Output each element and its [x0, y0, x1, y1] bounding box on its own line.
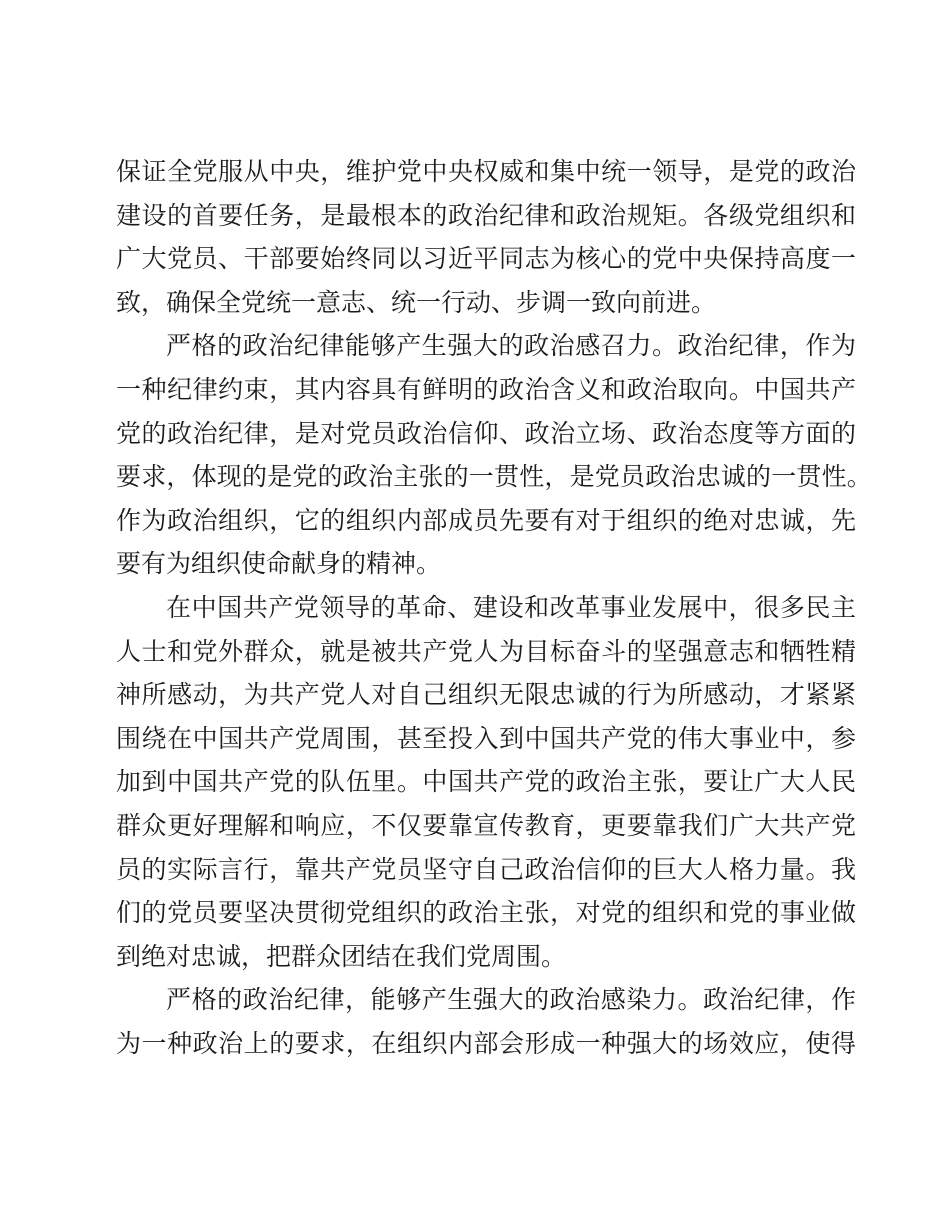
text-line: 一种纪律约束，其内容具有鲜明的政治含义和政治取向。中国共产: [116, 374, 856, 404]
text-line: 致，确保全党统一意志、统一行动、步调一致向前进。: [116, 287, 717, 317]
text-line: 员的实际言行，靠共产党员坚守自己政治信仰的巨大人格力量。我: [116, 854, 856, 884]
document-body: [116, 150, 873, 1065]
text-line: 严格的政治纪律，能够产生强大的政治感染力。政治纪律，作: [166, 985, 856, 1015]
paragraph-1: [116, 150, 856, 324]
paragraph-2: [116, 324, 873, 586]
text-line: 广大党员、干部要始终同以习近平同志为核心的党中央保持高度一: [116, 244, 856, 274]
text-line: 神所感动，为共产党人对自己组织无限忠诚的行为所感动，才紧紧: [116, 680, 856, 710]
text-line: 要求，体现的是党的政治主张的一贯性，是党员政治忠诚的一贯性。: [116, 462, 873, 492]
paragraph-4: [116, 978, 856, 1065]
text-line: 在中国共产党领导的革命、建设和改革事业发展中，很多民主: [166, 592, 856, 622]
text-line: 保证全党服从中央，维护党中央权威和集中统一领导，是党的政治: [116, 157, 856, 186]
text-line: 建设的首要任务，是最根本的政治纪律和政治规矩。各级党组织和: [116, 200, 856, 230]
text-line: 到绝对忠诚，把群众团结在我们党周围。: [116, 941, 567, 971]
text-line: 为一种政治上的要求，在组织内部会形成一种强大的场效应，使得: [116, 1028, 856, 1058]
text-line: 加到中国共产党的队伍里。中国共产党的政治主张，要让广大人民: [116, 767, 856, 797]
text-line: 们的党员要坚决贯彻党组织的政治主张，对党的组织和党的事业做: [116, 898, 856, 928]
text-line: 人士和党外群众，就是被共产党人为目标奋斗的坚强意志和牺牲精: [116, 636, 856, 666]
text-line: 围绕在中国共产党周围，甚至投入到中国共产党的伟大事业中，参: [116, 723, 856, 753]
text-line: 要有为组织使命献身的精神。: [116, 549, 442, 579]
text-line: 群众更好理解和响应，不仅要靠宣传教育，更要靠我们广大共产党: [116, 810, 856, 840]
paragraph-3: [116, 586, 856, 978]
text-line: 党的政治纪律，是对党员政治信仰、政治立场、政治态度等方面的: [116, 418, 856, 448]
text-line: 严格的政治纪律能够产生强大的政治感召力。政治纪律，作为: [166, 331, 856, 361]
text-line: 作为政治组织，它的组织内部成员先要有对于组织的绝对忠诚，先: [116, 505, 856, 535]
